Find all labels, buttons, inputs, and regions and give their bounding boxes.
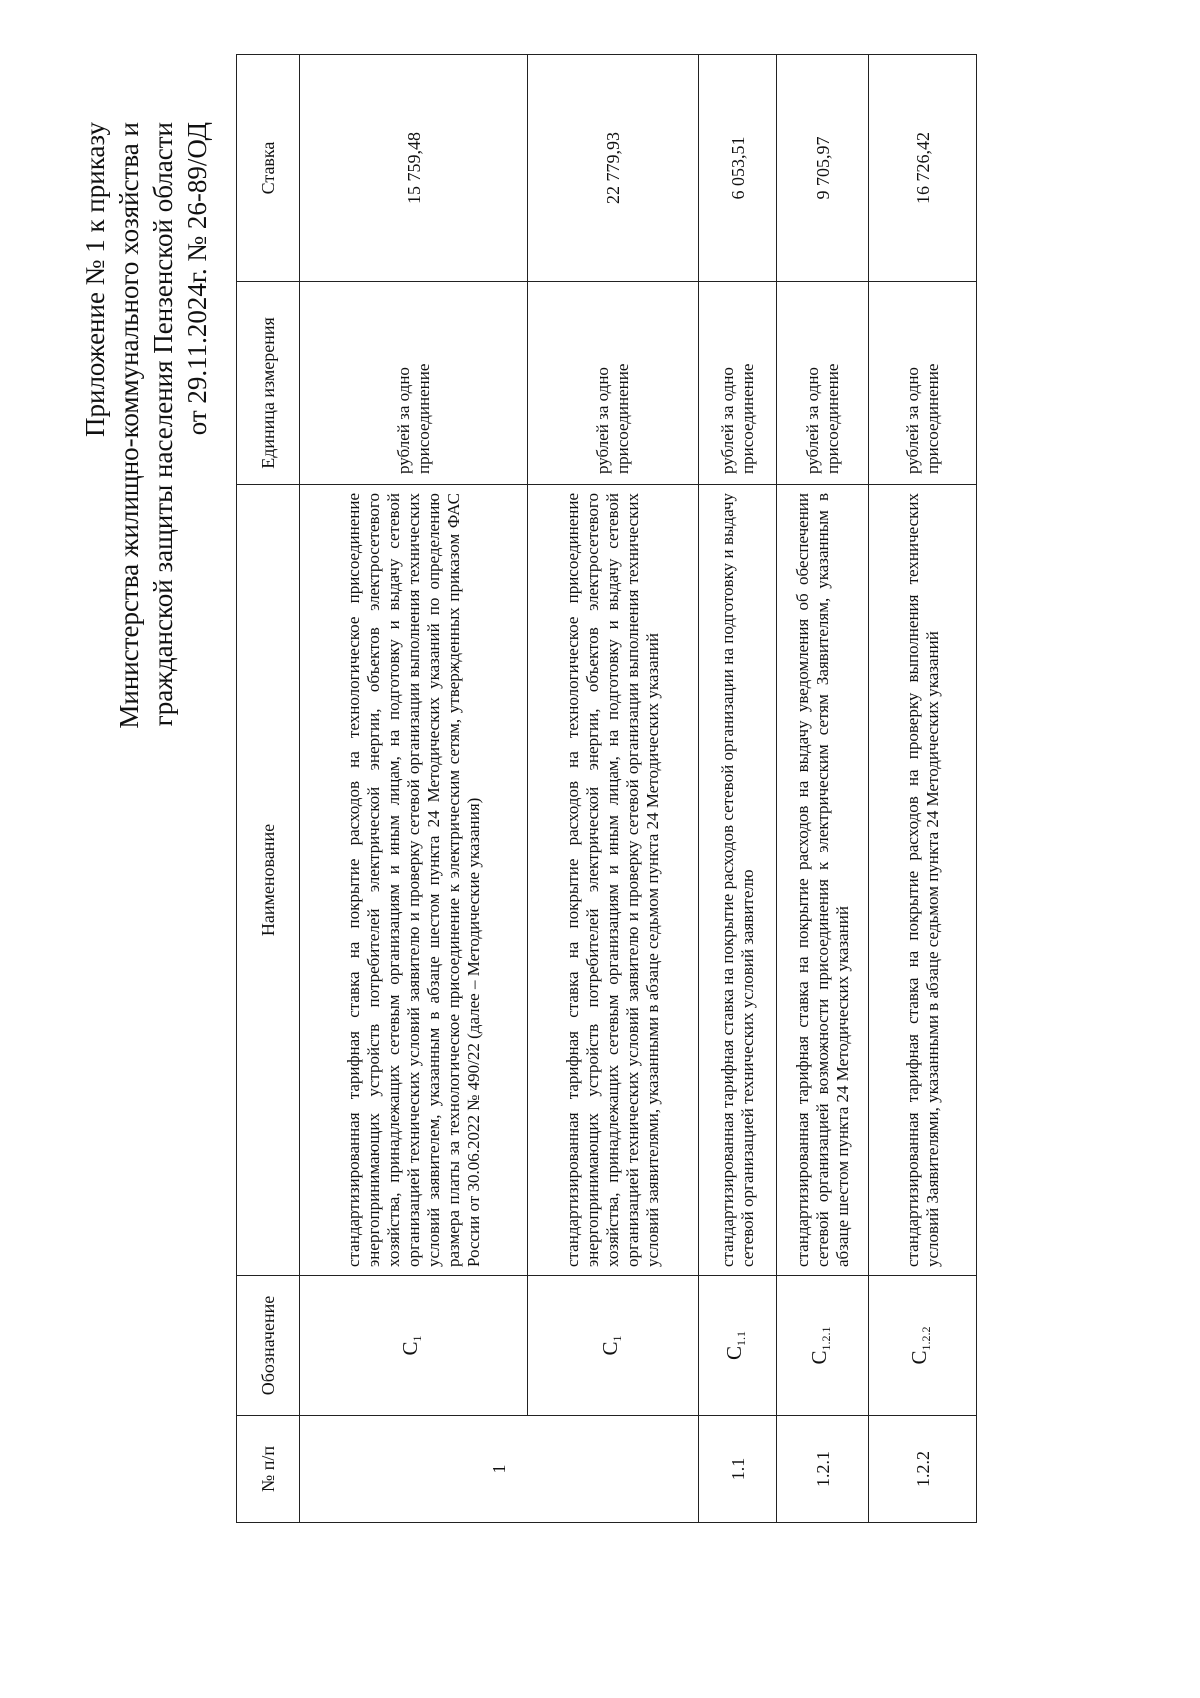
row-name: стандартизированная тарифная ставка на покрытие расходов на выдачу уведомления об обеспечении сетевой организацией возможности присоединения к электрическим сетям Заявителям, указанным в абзаце шестом пункта 24 Методических указаний: [777, 485, 869, 1276]
row-unit: рублей за одно присоединение: [777, 282, 869, 485]
row-rate: 15 759,48: [300, 55, 528, 282]
row-rate: 22 779,93: [528, 55, 699, 282]
row-rate: 16 726,42: [869, 55, 977, 282]
row-rate: 9 705,97: [777, 55, 869, 282]
column-header-num: № п/п: [237, 1416, 300, 1523]
table-row: [777, 55, 869, 1523]
tariff-table: [236, 54, 977, 1523]
symbol-subscript: 1.1: [734, 1331, 748, 1346]
row-symbol: [869, 1276, 977, 1416]
symbol-subscript: 1: [410, 1335, 424, 1342]
header-line-3: гражданской защиты населения Пензенской области: [148, 122, 178, 727]
row-number: 1.2.2: [869, 1416, 977, 1523]
row-name: стандартизированная тарифная ставка на покрытие расходов сетевой организации на подготовку и выдачу сетевой организацией технических условий заявителю: [699, 485, 777, 1276]
column-header-unit: Единица измерения: [237, 282, 300, 485]
column-header-symbol: Обозначение: [237, 1276, 300, 1416]
column-header-name: Наименование: [237, 485, 300, 1276]
appendix-header: [78, 122, 214, 1322]
symbol-subscript: 1: [609, 1335, 624, 1342]
symbol-base: C: [807, 1350, 831, 1365]
row-symbol: [300, 1276, 528, 1416]
row-number: 1: [300, 1416, 699, 1523]
row-unit: рублей за одно присоединение: [300, 282, 528, 485]
column-header-rate: Ставка: [237, 55, 300, 282]
table-row: [699, 55, 777, 1523]
header-line-2: Министерства жилищно-коммунального хозяйства и: [114, 122, 144, 729]
row-number: 1.1: [699, 1416, 777, 1523]
header-line-1: Приложение № 1 к приказу: [80, 122, 110, 437]
row-name: стандартизированная тарифная ставка на покрытие расходов на технологическое присоединение энергопринимающих устройств потребителей электрической энергии, объектов электросетевого хозяйства, принадлежащих сетевым организациям и иным лицам, на подготовку и выдачу сетевой организацией технических условий заявителю и проверку сетевой организации выполнения технических условий заявителем, указанным в абзаце шестом пункта 24 Методических указаний по определению размера платы за технологическое присоединение к электрическим сетям, утвержденных приказом ФАС России от 30.06.2022 № 490/22 (далее – Методические указания): [300, 485, 528, 1276]
row-unit: рублей за одно присоединение: [528, 282, 699, 485]
row-symbol: [699, 1276, 777, 1416]
table-header-row: [237, 55, 300, 1523]
table-row: [300, 55, 528, 1523]
row-name: стандартизированная тарифная ставка на покрытие расходов на технологическое присоединение энергопринимающих устройств потребителей электрической энергии, объектов электросетевого хозяйства, принадлежащих сетевым организациям и иным лицам, на подготовку и выдачу сетевой организацией технических условий заявителю и проверку сетевой организации выполнения технических условий заявителями, указанными в абзаце седьмом пункта 24 Методических указаний: [528, 485, 699, 1276]
row-symbol: [777, 1276, 869, 1416]
header-line-4: от 29.11.2024г. № 26-89/ОД: [182, 122, 212, 436]
row-unit: рублей за одно присоединение: [869, 282, 977, 485]
symbol-base: C: [722, 1346, 746, 1361]
symbol-base: C: [398, 1341, 422, 1356]
row-rate: 6 053,51: [699, 55, 777, 282]
row-unit: рублей за одно присоединение: [699, 282, 777, 485]
symbol-base: C: [597, 1341, 622, 1356]
symbol-subscript: 1.2.2: [919, 1326, 933, 1351]
table-row: [528, 55, 699, 1523]
symbol-subscript: 1.2.1: [819, 1326, 833, 1351]
table-row: [869, 55, 977, 1523]
row-number: 1.2.1: [777, 1416, 869, 1523]
row-symbol: [528, 1276, 699, 1416]
symbol-base: C: [907, 1350, 931, 1365]
row-name: стандартизированная тарифная ставка на покрытие расходов на проверку выполнения технических условий Заявителями, указанными в абзаце седьмом пункта 24 Методических указаний: [869, 485, 977, 1276]
